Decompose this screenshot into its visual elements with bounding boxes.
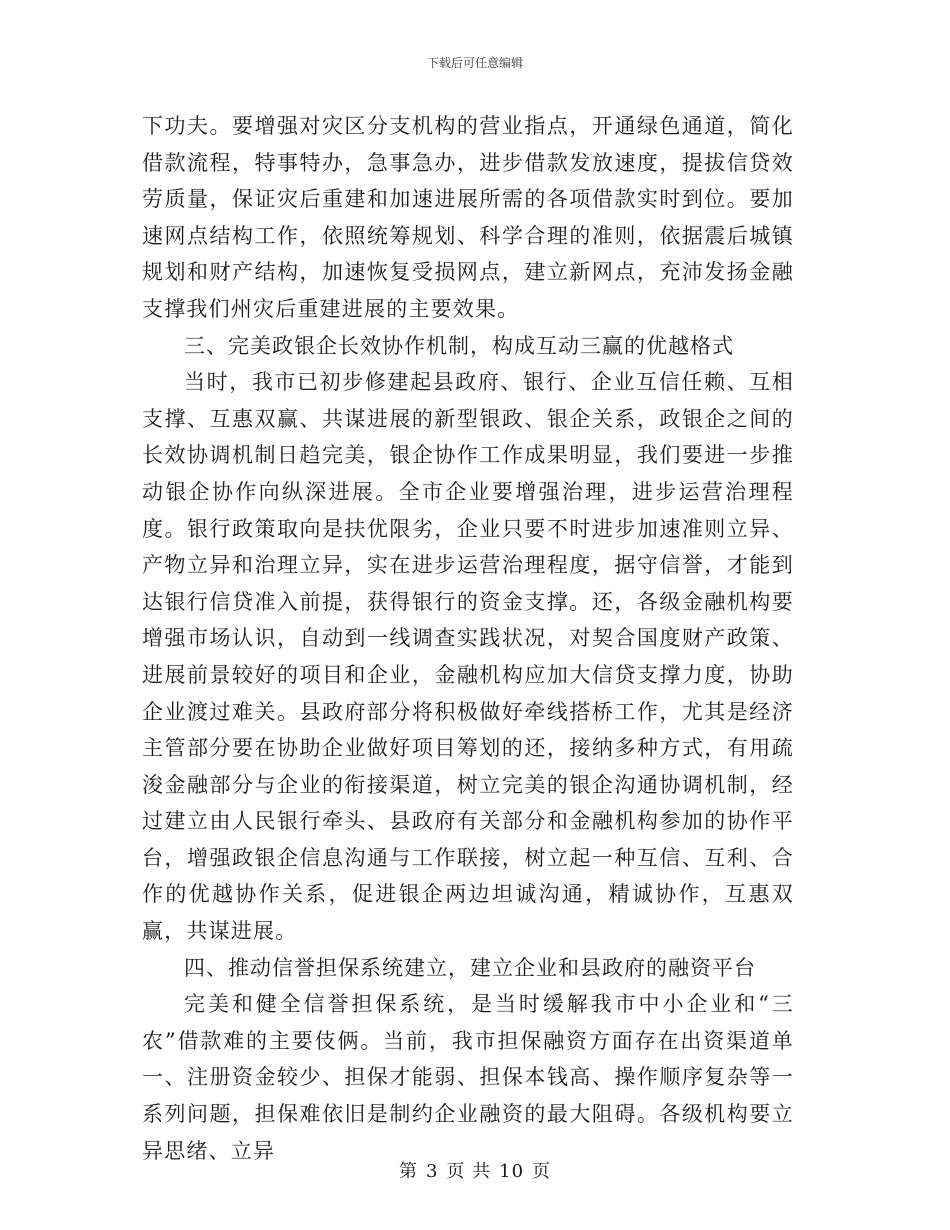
document-body [142, 108, 794, 1169]
header-note: 下载后可任意编辑 [426, 56, 523, 70]
paragraph-section-three: 当时，我市已初步修建起县政府、银行、企业互信任赖、互相支撑、互惠双赢、共谋进展的新型银政、银企关系，政银企之间的长效协调机制日趋完美，银企协作工作成果明显，我们要进一步推动银企协作向纵深进展。全市企业要增强治理，进步运营治理程度。银行政策取向是扶优限劣，企业只要不时进步加速准则立异、产物立异和治理立异，实在进步运营治理程度，据守信誉，才能到达银行信贷准入前提，获得银行的资金支撑。还，各级金融机构要增强市场认识，自动到一线调查实践状况，对契合国度财产政策、进展前景较好的项目和企业，金融机构应加大信贷支撑力度，协助企业渡过难关。县政府部分将积极做好牵线搭桥工作，尤其是经济主管部分要在协助企业做好项目筹划的还，接纳多种方式，有用疏浚金融部分与企业的衔接渠道，树立完美的银企沟通协调机制，经过建立由人民银行牵头、县政府有关部分和金融机构参加的协作平台，增强政银企信息沟通与工作联接，树立起一种互信、互利、合作的优越协作关系，促进银企两边坦诚沟通，精诚协作，互惠双赢，共谋进展。 [142, 370, 794, 944]
section-heading-four: 四、推动信誉担保系统建立，建立企业和县政府的融资平台 [184, 955, 756, 980]
footer-prefix: 第 [398, 1161, 418, 1182]
paragraph-continuation: 下功夫。要增强对灾区分支机构的营业指点，开通绿色通道，简化借款流程，特事特办，急事急办，进步借款发放速度，提拔信贷效劳质量，保证灾后重建和加速进展所需的各项借款实时到位。要加速网点结构工作，依照统筹规划、科学合理的准则，依据震后城镇规划和财产结构，加速恢复受损网点，建立新网点，充沛发扬金融支撑我们州灾后重建进展的主要效果。 [142, 114, 794, 321]
footer-mid: 页 共 [446, 1161, 492, 1182]
page-footer [0, 1157, 950, 1183]
paragraph-section-four: 完美和健全信誉担保系统，是当时缓解我市中小企业和“三农”借款难的主要伎俩。当前，我市担保融资方面存在出资渠道单一、注册资金较少、担保才能弱、担保本钱高、操作顺序复杂等一系列问题，担保难依旧是制约企业融资的最大阻碍。各级机构要立异思绪、立异 [142, 992, 794, 1163]
footer-suffix: 页 [532, 1161, 552, 1182]
footer-current-page: 3 [425, 1161, 439, 1182]
section-heading-three: 三、完美政银企长效协作机制，构成互动三赢的优越格式 [184, 333, 734, 358]
footer-total-pages: 10 [499, 1161, 525, 1182]
